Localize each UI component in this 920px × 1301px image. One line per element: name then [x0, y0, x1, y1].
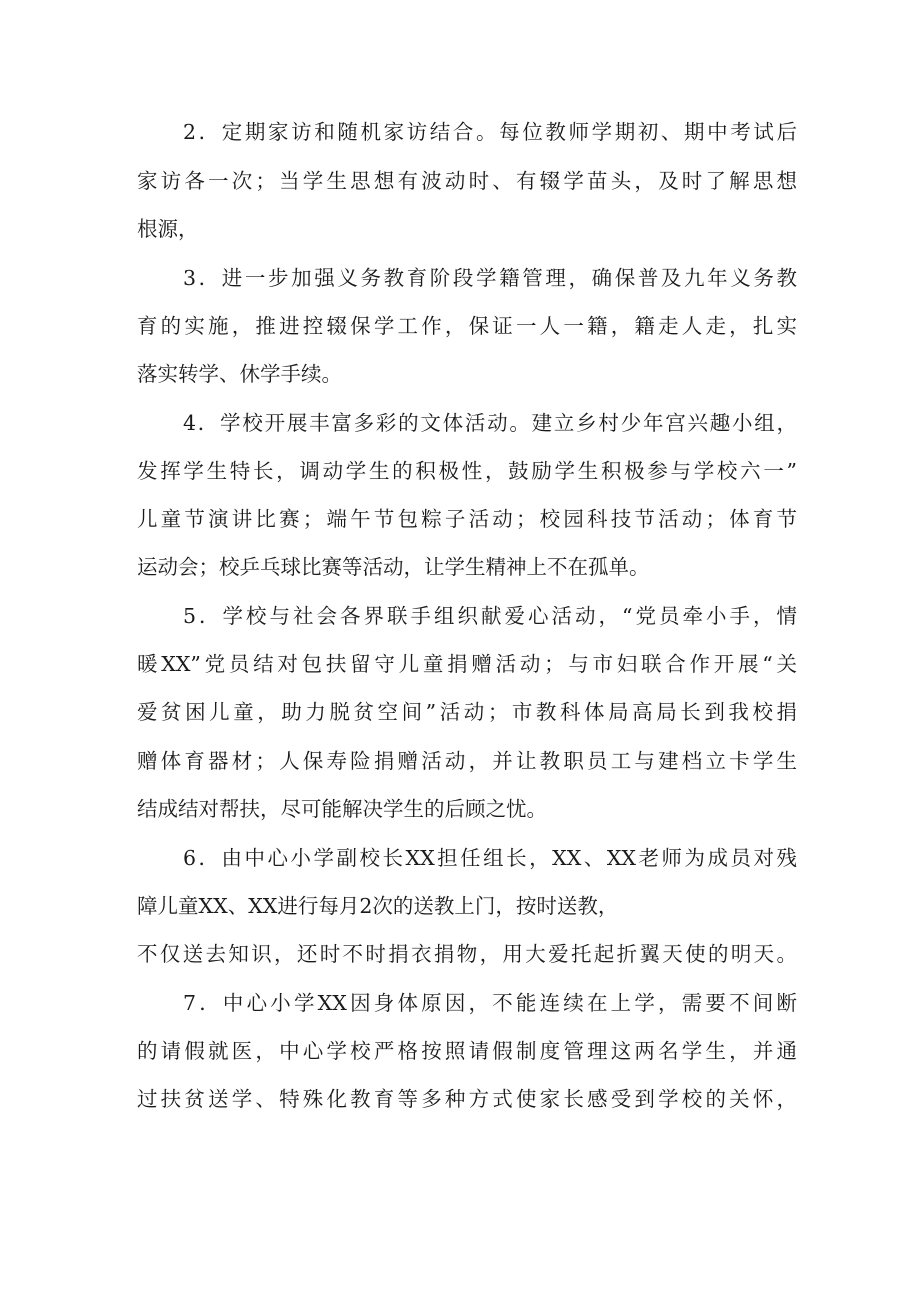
paragraph-7-line-3: 过扶贫送学、特殊化教育等多种方式使家长感受到学校的关怀，	[137, 1087, 797, 1111]
paragraph-6-line-2: 障儿童XX、XX进行每月2次的送教上门，按时送教，	[137, 894, 619, 918]
paragraph-6-line-1: 6．由中心小学副校长XX担任组长，XX、XX老师为成员对残	[183, 846, 797, 870]
paragraph-4-line-1: 4．学校开展丰富多彩的文体活动。建立乡村少年宫兴趣小组，	[183, 411, 797, 435]
paragraph-2-line-1: 2．定期家访和随机家访结合。每位教师学期初、期中考试后	[183, 120, 797, 144]
paragraph-5-line-1: 5．学校与社会各界联手组织献爱心活动，“党员牵小手，情	[183, 604, 797, 628]
paragraph-7-line-2: 的请假就医，中心学校严格按照请假制度管理这两名学生，并通	[137, 1039, 797, 1063]
paragraph-3-line-1: 3．进一步加强义务教育阶段学籍管理，确保普及九年义务教	[183, 266, 797, 290]
paragraph-4-line-2: 发挥学生特长，调动学生的积极性，鼓励学生积极参与学校六一”	[137, 459, 797, 483]
paragraph-2-line-2: 家访各一次；当学生思想有波动时、有辍学苗头，及时了解思想	[137, 169, 797, 193]
paragraph-7-line-1: 7．中心小学XX因身体原因，不能连续在上学，需要不间断	[183, 991, 797, 1015]
paragraph-5-line-3: 爱贫困儿童，助力脱贫空间”活动；市教科体局高局长到我校捐	[137, 700, 797, 724]
paragraph-4-line-3: 儿童节演讲比赛；端午节包粽子活动；校园科技节活动；体育节	[137, 507, 797, 531]
paragraph-3-line-3: 落实转学、休学手续。	[137, 362, 342, 386]
paragraph-6-line-3: 不仅送去知识，还时不时捐衣捐物，用大爱托起折翼天使的明天。	[137, 942, 797, 966]
paragraph-5-line-2: 暖XX”党员结对包扶留守儿童捐赠活动；与市妇联合作开展“关	[137, 652, 797, 676]
paragraph-5-line-5: 结成结对帮扶，尽可能解决学生的后顾之忧。	[137, 797, 547, 821]
paragraph-5-line-4: 赠体育器材；人保寿险捐赠活动，并让教职员工与建档立卡学生	[137, 749, 797, 773]
paragraph-4-line-4: 运动会；校乒乓球比赛等活动，让学生精神上不在孤单。	[137, 555, 650, 579]
paragraph-2-line-3: 根源，	[137, 217, 199, 241]
paragraph-3-line-2: 育的实施，推进控辍保学工作，保证一人一籍，籍走人走，扎实	[137, 314, 797, 338]
